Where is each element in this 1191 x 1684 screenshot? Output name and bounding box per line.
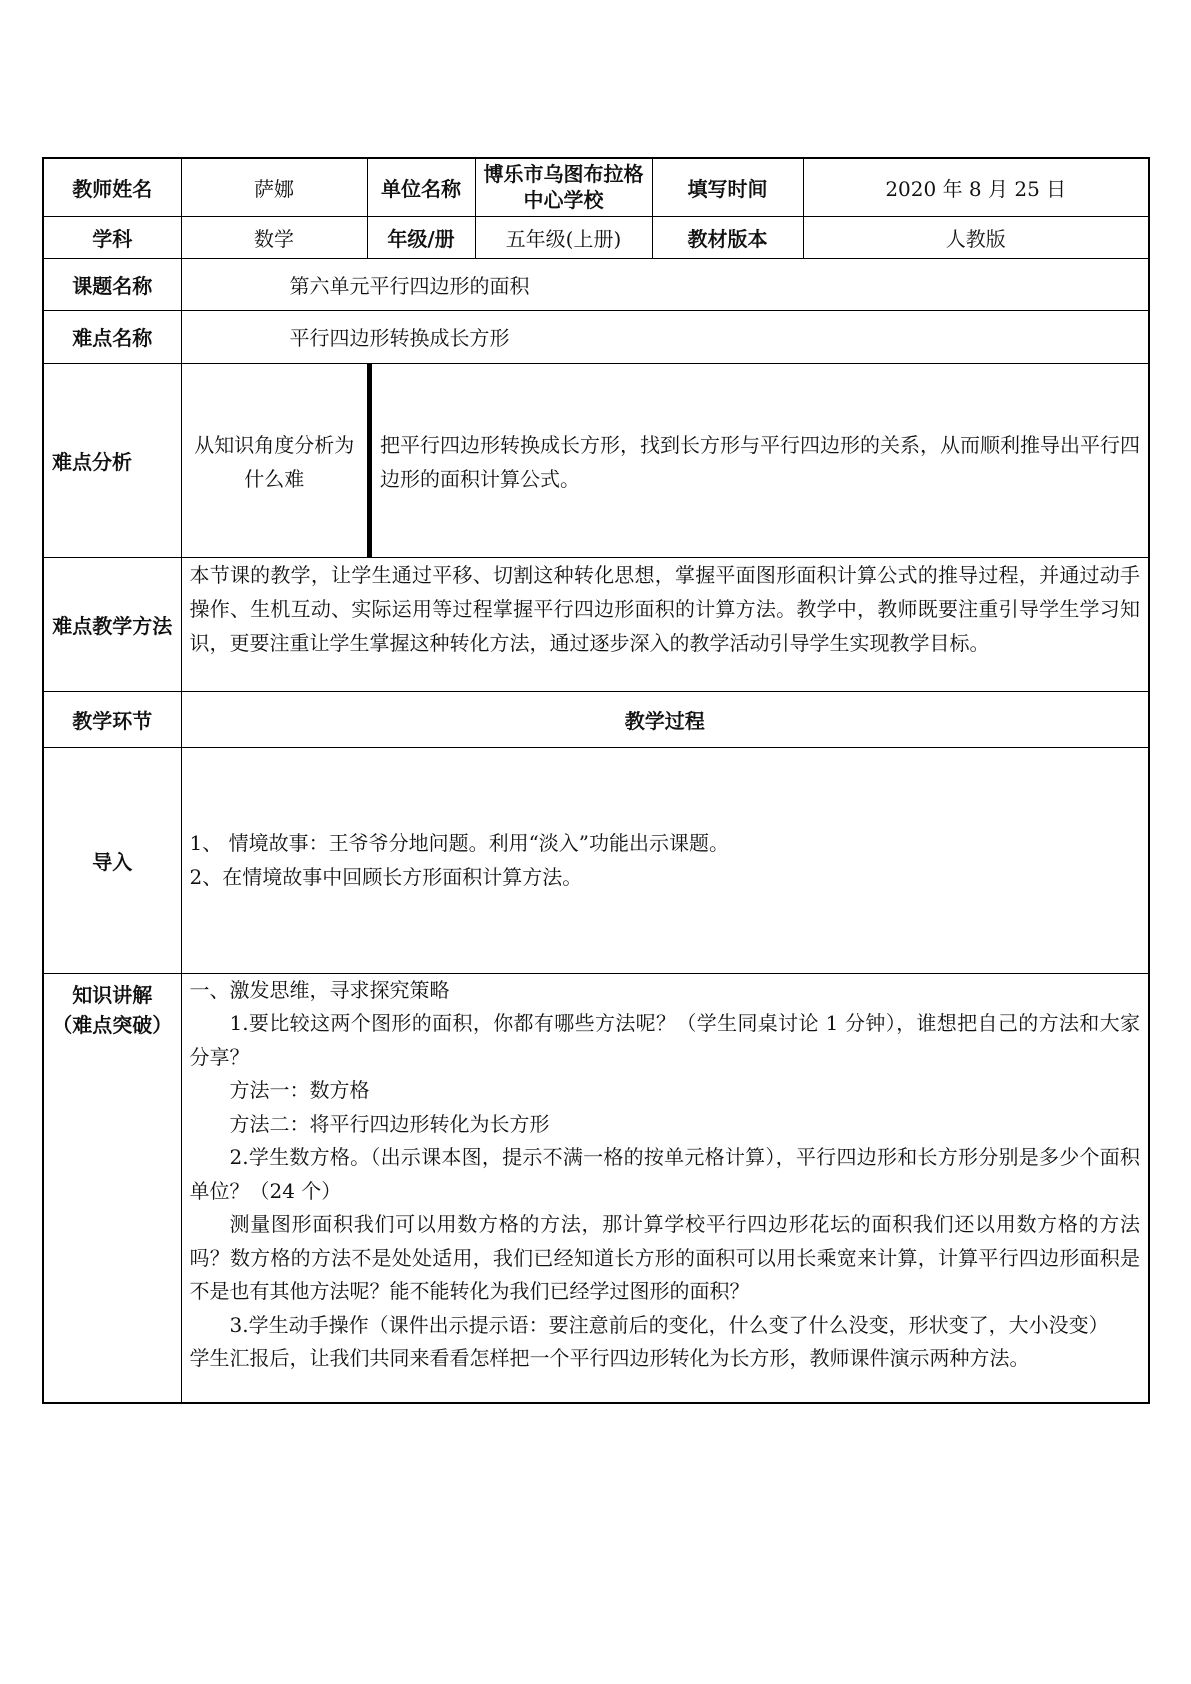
unit-name-value (475, 158, 652, 216)
analysis-sub-label-line-1: 从知识角度分析为 (194, 432, 355, 457)
intro-line-2: 2、在情境故事中回顾长方形面积计算方法。 (189, 865, 583, 889)
knowledge-paragraph-8: 学生汇报后，让我们共同来看看怎样把一个平行四边形转化为长方形，教师课件演示两种方法。 (189, 1346, 1030, 1370)
analysis-text: 把平行四边形转换成长方形，找到长方形与平行四边形的关系，从而顺利推导出平行四边形的面积计算公式。 (372, 363, 1149, 557)
grade-value: 五年级(上册) (475, 216, 652, 258)
knowledge-label (43, 973, 181, 1403)
subject-value: 数学 (181, 216, 367, 258)
header-row-1 (43, 158, 1149, 216)
intro-label: 导入 (43, 747, 181, 973)
teacher-name-value: 萨娜 (181, 158, 367, 216)
edition-value: 人教版 (803, 216, 1149, 258)
method-row (43, 557, 1149, 691)
section-label: 教学环节 (43, 691, 181, 747)
intro-row (43, 747, 1149, 973)
topic-label: 课题名称 (43, 258, 181, 310)
unit-name-line-1: 博乐市乌图布拉格 (483, 162, 644, 187)
unit-name-label: 单位名称 (367, 158, 475, 216)
topic-value: 第六单元平行四边形的面积 (181, 258, 1149, 310)
analysis-row (43, 363, 1149, 557)
teacher-name-label: 教师姓名 (43, 158, 181, 216)
analysis-label: 难点分析 (43, 363, 181, 557)
knowledge-text (181, 973, 1149, 1403)
knowledge-paragraph-7: 3.学生动手操作（课件出示提示语：要注意前后的变化，什么变了什么没变，形状变了，大小没变） (229, 1312, 1109, 1337)
fill-date-label: 填写时间 (652, 158, 803, 216)
knowledge-paragraph-4: 方法二：将平行四边形转化为长方形 (229, 1111, 550, 1136)
section-value: 教学过程 (181, 691, 1149, 747)
intro-line-1: 1、 情境故事：王爷爷分地问题。利用“淡入”功能出示课题。 (189, 831, 730, 855)
knowledge-label-line-1: 知识讲解 (72, 982, 153, 1007)
knowledge-paragraph-3: 方法一：数方格 (229, 1078, 370, 1102)
difficulty-label: 难点名称 (43, 310, 181, 363)
knowledge-label-line-2: （难点突破） (52, 1012, 173, 1037)
lesson-plan-form (42, 157, 1148, 1404)
intro-text (181, 747, 1149, 973)
edition-label: 教材版本 (652, 216, 803, 258)
subject-label: 学科 (43, 216, 181, 258)
grade-label: 年级/册 (367, 216, 475, 258)
topic-row (43, 258, 1149, 310)
knowledge-paragraph-6: 测量图形面积我们可以用数方格的方法，那计算学校平行四边形花坛的面积我们还以用数方格的方法吗？数方格的方法不是处处适用，我们已经知道长方形的面积可以用长乘宽来计算，计算平行四边形面积是不是也有其他方法呢？能不能转化为我们已经学过图形的面积？ (189, 1212, 1140, 1303)
section-row (43, 691, 1149, 747)
knowledge-paragraph-5: 2.学生数方格。（出示课本图，提示不满一格的按单元格计算），平行四边形和长方形分别是多少个面积单位？（24 个） (189, 1145, 1140, 1203)
difficulty-value: 平行四边形转换成长方形 (181, 310, 1149, 363)
knowledge-paragraph-2: 1.要比较这两个图形的面积，你都有哪些方法呢？（学生同桌讨论 1 分钟），谁想把自己的方法和大家分享？ (189, 1011, 1140, 1069)
method-label: 难点教学方法 (43, 557, 181, 691)
analysis-sub-label-line-2: 什么难 (244, 466, 305, 491)
lesson-plan-table (42, 157, 1150, 1404)
header-row-2 (43, 216, 1149, 258)
unit-name-line-2: 中心学校 (523, 188, 604, 213)
fill-date-value: 2020 年 8 月 25 日 (803, 158, 1149, 216)
method-text: 本节课的教学，让学生通过平移、切割这种转化思想，掌握平面图形面积计算公式的推导过程，并通过动手操作、生机互动、实际运用等过程掌握平行四边形面积的计算方法。教学中，教师既要注重引导学生学习知识，更要注重让学生掌握这种转化方法，通过逐步深入的教学活动引导学生实现教学目标。 (181, 557, 1149, 691)
knowledge-paragraph-1: 一、激发思维，寻求探究策略 (189, 977, 450, 1002)
knowledge-row (43, 973, 1149, 1403)
difficulty-row (43, 310, 1149, 363)
analysis-sub-label (181, 363, 367, 557)
